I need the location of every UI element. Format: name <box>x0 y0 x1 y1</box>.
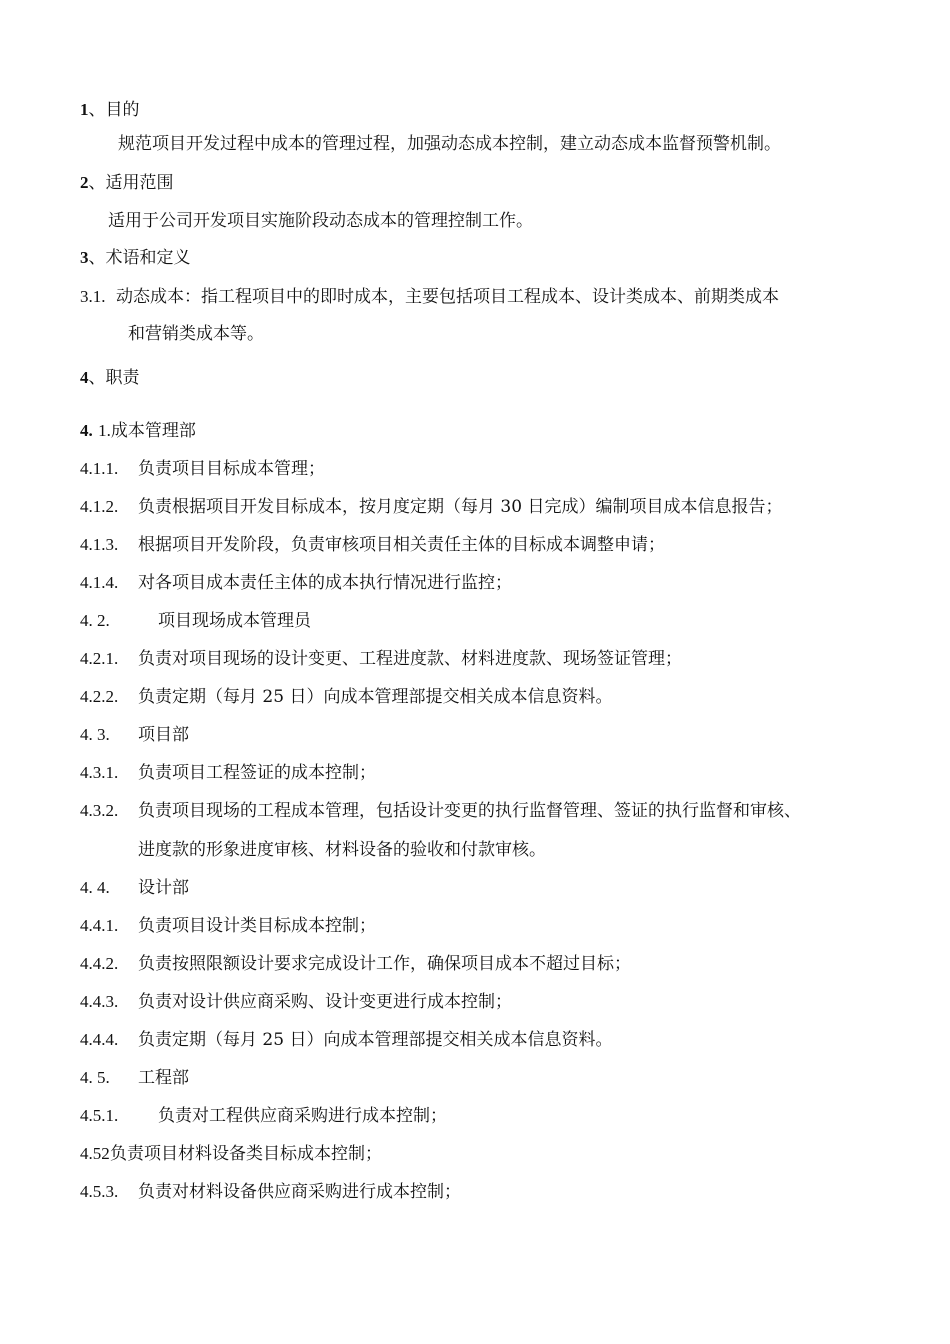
item-text: 负责项目设计类目标成本控制； <box>138 916 376 936</box>
section-number: 3 <box>80 248 89 267</box>
item-4-5-1 <box>80 1104 447 1128</box>
item-number: 4.52 <box>80 1144 110 1163</box>
section-separator: 、 <box>88 368 106 388</box>
item-text: 负责定期（每月 25 日）向成本管理部提交相关成本信息资料。 <box>138 1030 613 1050</box>
item-text: 负责根据项目开发目标成本，按月度定期（每月 30 日完成）编制项目成本信息报告； <box>138 497 783 517</box>
item-4-4-2 <box>80 952 631 976</box>
section-title: 项目现场成本管理员 <box>158 611 311 631</box>
section-number: 4. 4. <box>80 878 110 897</box>
section-number: 4. <box>80 421 93 440</box>
item-4-5-2 <box>80 1142 382 1166</box>
item-4-3-1 <box>80 761 376 785</box>
item-text: 根据项目开发阶段，负责审核项目相关责任主体的目标成本调整申请； <box>138 535 665 555</box>
section-3-heading <box>80 246 191 270</box>
section-2-body: 适用于公司开发项目实施阶段动态成本的管理控制工作。 <box>108 211 533 231</box>
item-text: 负责对材料设备供应商采购进行成本控制； <box>138 1182 461 1202</box>
item-text: 负责项目工程签证的成本控制； <box>138 763 376 783</box>
item-text: 动态成本：指工程项目中的即时成本，主要包括项目工程成本、设计类成本、前期类成本 <box>116 287 779 307</box>
item-text: 负责对工程供应商采购进行成本控制； <box>158 1106 447 1126</box>
section-4-2-heading <box>80 609 311 633</box>
item-4-3-2 <box>80 799 801 823</box>
section-1-body: 规范项目开发过程中成本的管理过程，加强动态成本控制，建立动态成本监督预警机制。 <box>118 134 781 154</box>
section-subnumber: 1. <box>98 421 111 440</box>
item-text: 负责对项目现场的设计变更、工程进度款、材料进度款、现场签证管理； <box>138 649 682 669</box>
item-text: 对各项目成本责任主体的成本执行情况进行监控； <box>138 573 512 593</box>
item-4-2-1 <box>80 647 682 671</box>
section-separator: 、 <box>88 100 106 120</box>
item-4-5-3 <box>80 1180 461 1204</box>
section-number: 1 <box>80 100 89 119</box>
item-text: 负责按照限额设计要求完成设计工作，确保项目成本不超过目标； <box>138 954 631 974</box>
item-number: 4.3.1. <box>80 763 119 782</box>
item-number: 4.4.1. <box>80 916 119 935</box>
item-number: 4.5.3. <box>80 1182 119 1201</box>
item-number: 4.3.2. <box>80 801 119 820</box>
section-2-heading <box>80 171 174 195</box>
section-number: 4. 3. <box>80 725 110 744</box>
section-1-heading <box>80 98 140 122</box>
section-title: 适用范围 <box>105 173 174 193</box>
item-number: 4.1.3. <box>80 535 119 554</box>
item-number: 4.1.4. <box>80 573 119 592</box>
section-title: 目的 <box>105 100 140 120</box>
section-number: 4. 2. <box>80 611 110 630</box>
item-number: 4.2.1. <box>80 649 119 668</box>
item-4-4-4 <box>80 1028 612 1052</box>
section-number: 4 <box>80 368 89 387</box>
item-text: 负责定期（每月 25 日）向成本管理部提交相关成本信息资料。 <box>138 687 613 707</box>
item-4-1-1 <box>80 457 325 481</box>
section-3-1 <box>80 285 779 309</box>
item-4-3-2-continuation: 进度款的形象进度审核、材料设备的验收和付款审核。 <box>138 840 546 860</box>
section-title: 术语和定义 <box>105 248 191 268</box>
section-3-1-continuation: 和营销类成本等。 <box>128 324 264 344</box>
section-title: 设计部 <box>138 878 189 898</box>
section-4-4-heading <box>80 876 189 900</box>
section-title: 项目部 <box>138 725 189 745</box>
section-separator: 、 <box>88 248 106 268</box>
item-text: 负责对设计供应商采购、设计变更进行成本控制； <box>138 992 512 1012</box>
section-number: 2 <box>80 173 89 192</box>
section-title: 工程部 <box>138 1068 189 1088</box>
section-4-heading <box>80 366 140 390</box>
item-number: 4.5.1. <box>80 1106 119 1125</box>
item-4-4-3 <box>80 990 512 1014</box>
item-number: 4.4.2. <box>80 954 119 973</box>
item-number: 4.1.1. <box>80 459 119 478</box>
item-4-4-1 <box>80 914 376 938</box>
section-4-1-heading <box>80 419 196 443</box>
item-text: 负责项目目标成本管理； <box>138 459 325 479</box>
section-4-5-heading <box>80 1066 189 1090</box>
item-4-1-4 <box>80 571 512 595</box>
section-title: 成本管理部 <box>110 421 196 441</box>
item-number: 4.4.3. <box>80 992 119 1011</box>
item-4-2-2 <box>80 685 612 709</box>
item-text: 负责项目现场的工程成本管理，包括设计变更的执行监督管理、签证的执行监督和审核、 <box>138 801 801 821</box>
item-number: 4.1.2. <box>80 497 119 516</box>
item-number: 3.1. <box>80 287 106 306</box>
section-separator: 、 <box>88 173 106 193</box>
section-4-3-heading <box>80 723 189 747</box>
section-title: 职责 <box>105 368 140 388</box>
item-4-1-3 <box>80 533 665 557</box>
item-number: 4.2.2. <box>80 687 119 706</box>
item-4-1-2 <box>80 495 782 519</box>
section-number: 4. 5. <box>80 1068 110 1087</box>
item-text: 负责项目材料设备类目标成本控制； <box>110 1144 382 1164</box>
item-number: 4.4.4. <box>80 1030 119 1049</box>
